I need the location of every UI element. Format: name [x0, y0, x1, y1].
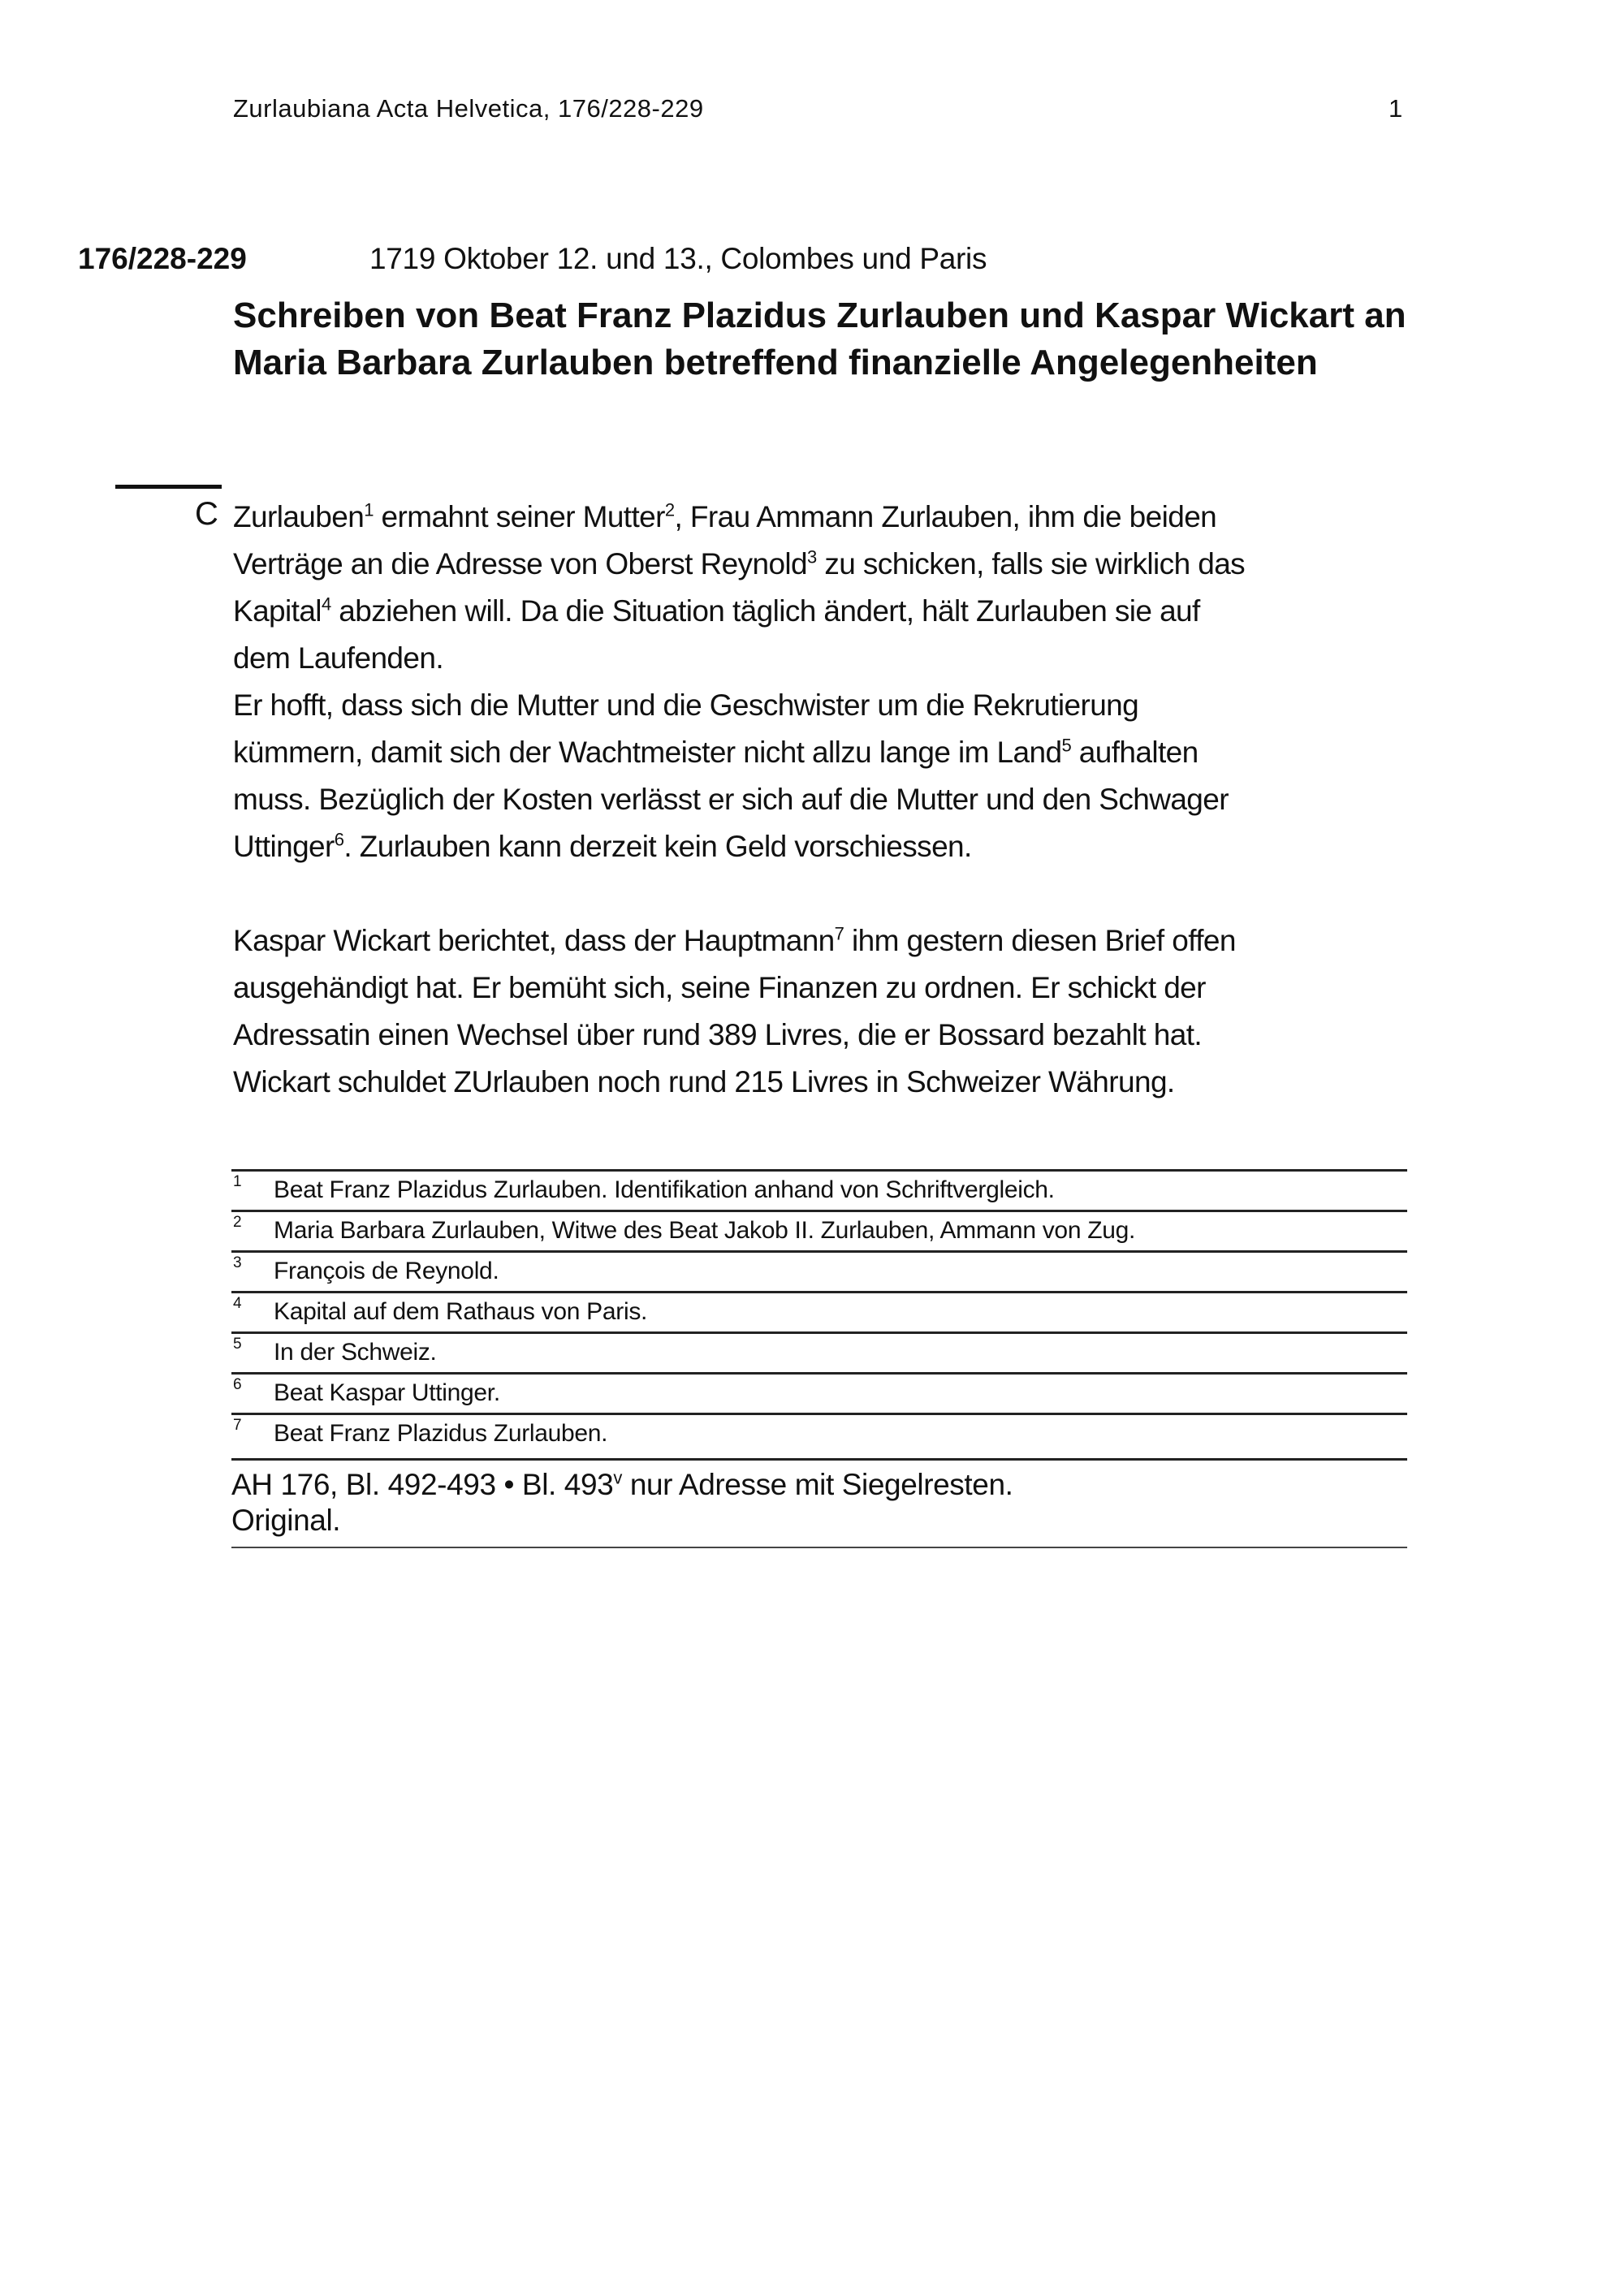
body-line — [233, 541, 1419, 588]
margin-rule — [115, 485, 222, 489]
footnote-text: Beat Kaspar Uttinger. — [274, 1379, 500, 1406]
margin-marker: C — [195, 496, 218, 532]
body-line — [233, 965, 1419, 1012]
footnote — [231, 1291, 1407, 1331]
source-reference: AH 176, Bl. 492-493 • Bl. 493 — [231, 1468, 614, 1501]
footnote-number: 1 — [233, 1173, 242, 1190]
body-text: aufhalten — [1071, 736, 1199, 769]
body-text: Wickart schuldet ZUrlauben noch rund 215 Livres in Schweizer Währung. — [233, 1065, 1175, 1098]
footnote-number: 5 — [233, 1336, 242, 1353]
footnote-ref[interactable]: 2 — [664, 499, 675, 520]
footnote-text: Kapital auf dem Rathaus von Paris. — [274, 1298, 648, 1325]
body-text: muss. Bezüglich der Kosten verlässt er sich auf die Mutter und den Schwager — [233, 783, 1229, 816]
footnote-ref[interactable]: 1 — [364, 499, 374, 520]
footnote — [231, 1331, 1407, 1372]
body-text: Er hofft, dass sich die Mutter und die Geschwister um die Rekrutierung — [233, 688, 1139, 722]
footnotes — [231, 1169, 1407, 1453]
body-text: ermahnt seiner Mutter — [373, 500, 665, 533]
footnote-ref[interactable]: 6 — [334, 829, 344, 850]
footnote-number: 6 — [233, 1376, 242, 1393]
footnote-text: In der Schweiz. — [274, 1339, 437, 1366]
body-text: Kaspar Wickart berichtet, dass der Hauptmann — [233, 924, 835, 957]
footnote-number: 4 — [233, 1295, 242, 1312]
footnote-text: Maria Barbara Zurlauben, Witwe des Beat Jakob II. Zurlauben, Ammann von Zug. — [274, 1217, 1136, 1244]
source-note — [231, 1458, 1407, 1548]
footnote-text: Beat Franz Plazidus Zurlauben. Identifikation anhand von Schriftvergleich. — [274, 1176, 1055, 1203]
footnote-number: 7 — [233, 1417, 242, 1434]
body-line — [233, 1059, 1419, 1106]
body-line — [233, 682, 1419, 729]
source-line-2: Original. — [231, 1504, 341, 1537]
footnote-ref[interactable]: 4 — [321, 593, 331, 615]
page-number: 1 — [1389, 94, 1403, 123]
body-text: Zurlauben — [233, 500, 365, 533]
body-text: zu schicken, falls sie wirklich das — [816, 547, 1246, 580]
body-text: abziehen will. Da die Situation täglich ändert, hält Zurlauben sie auf — [330, 594, 1200, 628]
footnote — [231, 1210, 1407, 1250]
document-id: 176/228-229 — [78, 242, 247, 275]
document-title: Schreiben von Beat Franz Plazidus Zurlauben und Kaspar Wickart an Maria Barbara Zurlauben betreffend finanzielle Angelegenheiten — [233, 296, 1406, 382]
body-text: dem Laufenden. — [233, 641, 444, 675]
body-text: , Frau Ammann Zurlauben, ihm die beiden — [674, 500, 1217, 533]
running-head: Zurlaubiana Acta Helvetica, 176/228-229 — [233, 94, 704, 123]
footnote-number: 3 — [233, 1254, 242, 1271]
summary-body — [233, 494, 1419, 1106]
footnote-text: Beat Franz Plazidus Zurlauben. — [274, 1420, 608, 1447]
footnote-text: François de Reynold. — [274, 1258, 499, 1284]
document-date-place: 1719 Oktober 12. und 13., Colombes und Paris — [369, 242, 987, 275]
footnote-ref[interactable]: 5 — [1061, 735, 1072, 756]
footnote-ref[interactable]: 7 — [834, 923, 844, 944]
body-line — [233, 917, 1419, 965]
body-text: . Zurlauben kann derzeit kein Geld vorschiessen. — [343, 830, 972, 863]
body-line — [233, 729, 1419, 776]
body-text: kümmern, damit sich der Wachtmeister nicht allzu lange im Land — [233, 736, 1062, 769]
body-text: Verträge an die Adresse von Oberst Reynold — [233, 547, 808, 580]
source-description: nur Adresse mit Siegelresten. — [621, 1468, 1013, 1501]
source-line-1 — [231, 1467, 1407, 1503]
body-line — [233, 494, 1419, 541]
body-text: ausgehändigt hat. Er bemüht sich, seine Finanzen zu ordnen. Er schickt der — [233, 971, 1206, 1004]
body-text: ihm gestern diesen Brief offen — [844, 924, 1236, 957]
body-line — [233, 1012, 1419, 1059]
body-line — [233, 776, 1419, 823]
body-line — [233, 635, 1419, 682]
body-line — [233, 588, 1419, 635]
footnote — [231, 1169, 1407, 1210]
body-line — [233, 823, 1419, 870]
footnote-number: 2 — [233, 1214, 242, 1231]
footnote — [231, 1250, 1407, 1291]
body-text: Kapital — [233, 594, 322, 628]
footnote — [231, 1413, 1407, 1453]
body-text: Adressatin einen Wechsel über rund 389 Livres, die er Bossard bezahlt hat. — [233, 1018, 1203, 1051]
body-text: Uttinger — [233, 830, 335, 863]
footnote — [231, 1372, 1407, 1413]
paragraph-gap — [233, 870, 1419, 917]
footnote-ref[interactable]: 3 — [807, 546, 817, 568]
source-verso-mark: v — [613, 1467, 622, 1488]
